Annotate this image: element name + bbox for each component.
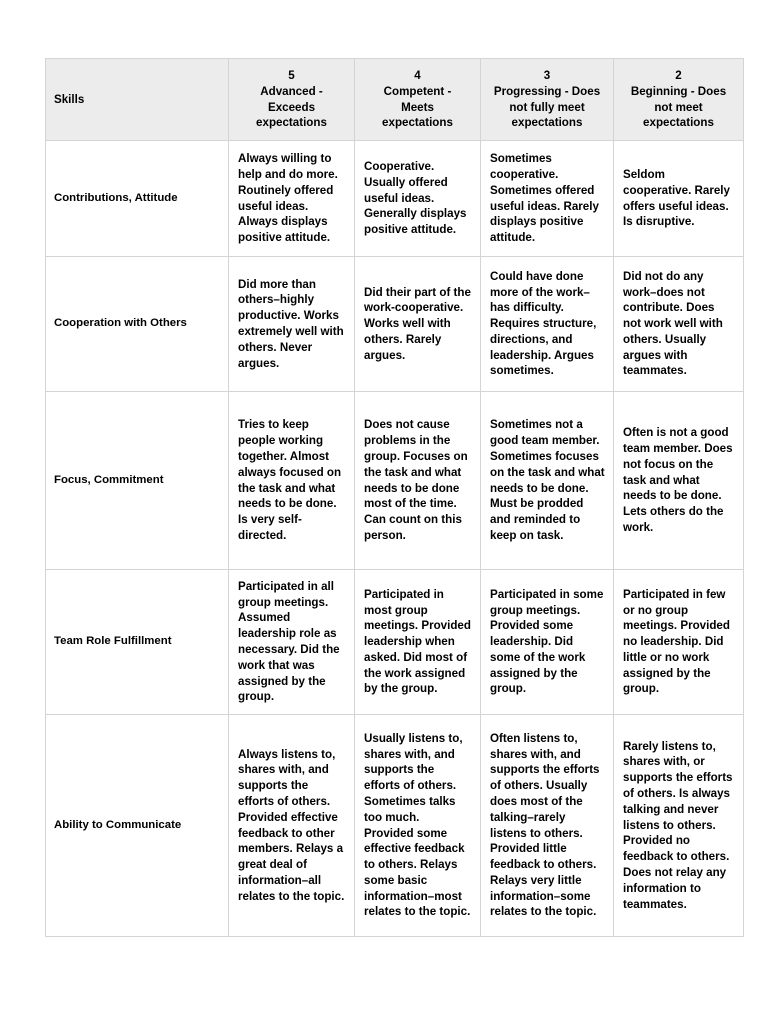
level-title: Advanced - [260,84,323,98]
rubric-cell: Seldom cooperative. Rarely offers useful ideas. Is disruptive. [614,141,744,257]
level-score: 4 [414,68,421,82]
rubric-cell: Participated in most group meetings. Provided leadership when asked. Did most of the work assigned by the group. [355,570,481,715]
skill-name: Contributions, Attitude [46,141,229,257]
table-row [46,141,744,257]
skills-header: Skills [46,59,229,141]
rubric-cell: Did more than others–highly productive. Works extremely well with others. Never argues. [229,257,355,392]
table-row [46,570,744,715]
rubric-cell: Often is not a good team member. Does not focus on the task and what needs to be done. Lets others do the work. [614,392,744,570]
skill-name: Cooperation with Others [46,257,229,392]
header-row [46,59,744,141]
rubric-cell: Did not do any work–does not contribute. Does not work well with others. Usually argues with teammates. [614,257,744,392]
table-row [46,257,744,392]
rubric-cell: Participated in few or no group meetings. Provided no leadership. Did little or no work assigned by the group. [614,570,744,715]
rubric-table [45,58,744,937]
table-row [46,715,744,937]
skill-name: Focus, Commitment [46,392,229,570]
rubric-cell: Does not cause problems in the group. Focuses on the task and what needs to be done most of the time. Can count on this person. [355,392,481,570]
level-title: Beginning - Does [630,84,727,98]
level-score: 5 [288,68,295,82]
level-header-3 [481,59,614,141]
rubric-cell: Participated in some group meetings. Provided some leadership. Did some of the work assigned by the group. [481,570,614,715]
level-header-4 [355,59,481,141]
rubric-cell: Usually listens to, shares with, and supports the efforts of others. Sometimes talks too much. Provided some effective feedback to others. Relays some basic information–most relates to the topic. [355,715,481,937]
level-title: expectations [511,116,583,130]
rubric-cell: Always willing to help and do more. Routinely offered useful ideas. Always displays positive attitude. [229,141,355,257]
level-title: Exceeds [267,100,316,114]
skill-name: Team Role Fulfillment [46,570,229,715]
rubric-cell: Participated in all group meetings. Assumed leadership role as necessary. Did the work that was assigned by the group. [229,570,355,715]
level-score: 2 [675,68,682,82]
level-title: Meets [401,100,434,114]
level-title: expectations [256,116,327,130]
rubric-header [46,59,744,141]
rubric-cell: Rarely listens to, shares with, or supports the efforts of others. Is always talking and never listens to others. Provided no feedback to others. Does not relay any information to teammates. [614,715,744,937]
level-score: 3 [543,68,551,82]
rubric-cell: Often listens to, shares with, and supports the efforts of others. Usually does most of the talking–rarely listens to others. Provided little feedback to others. Relays very little information–some relates to the topic. [481,715,614,937]
table-row [46,392,744,570]
level-title: expectations [382,116,453,130]
rubric-cell: Tries to keep people working together. Almost always focused on the task and what needs to be done. Is very self-directed. [229,392,355,570]
rubric-cell: Could have done more of the work–has difficulty. Requires structure, directions, and leadership. Argues sometimes. [481,257,614,392]
rubric-cell: Sometimes cooperative. Sometimes offered useful ideas. Rarely displays positive attitude. [481,141,614,257]
rubric-cell: Always listens to, shares with, and supports the efforts of others. Provided effective feedback to other members. Relays a great deal of information–all relates to the topic. [229,715,355,937]
level-title: expectations [643,116,714,130]
rubric-cell: Cooperative. Usually offered useful ideas. Generally displays positive attitude. [355,141,481,257]
skill-name: Ability to Communicate [46,715,229,937]
rubric-cell: Did their part of the work-cooperative. Works well with others. Rarely argues. [355,257,481,392]
level-title: not meet [654,100,703,114]
rubric-cell: Sometimes not a good team member. Sometimes focuses on the task and what needs to be done. Must be prodded and reminded to keep on task. [481,392,614,570]
level-title: Progressing - Does [493,84,601,98]
level-header-5 [229,59,355,141]
level-title: not fully meet [509,100,585,114]
level-header-2 [614,59,744,141]
level-title: Competent - [383,84,452,98]
rubric-body [46,141,744,937]
